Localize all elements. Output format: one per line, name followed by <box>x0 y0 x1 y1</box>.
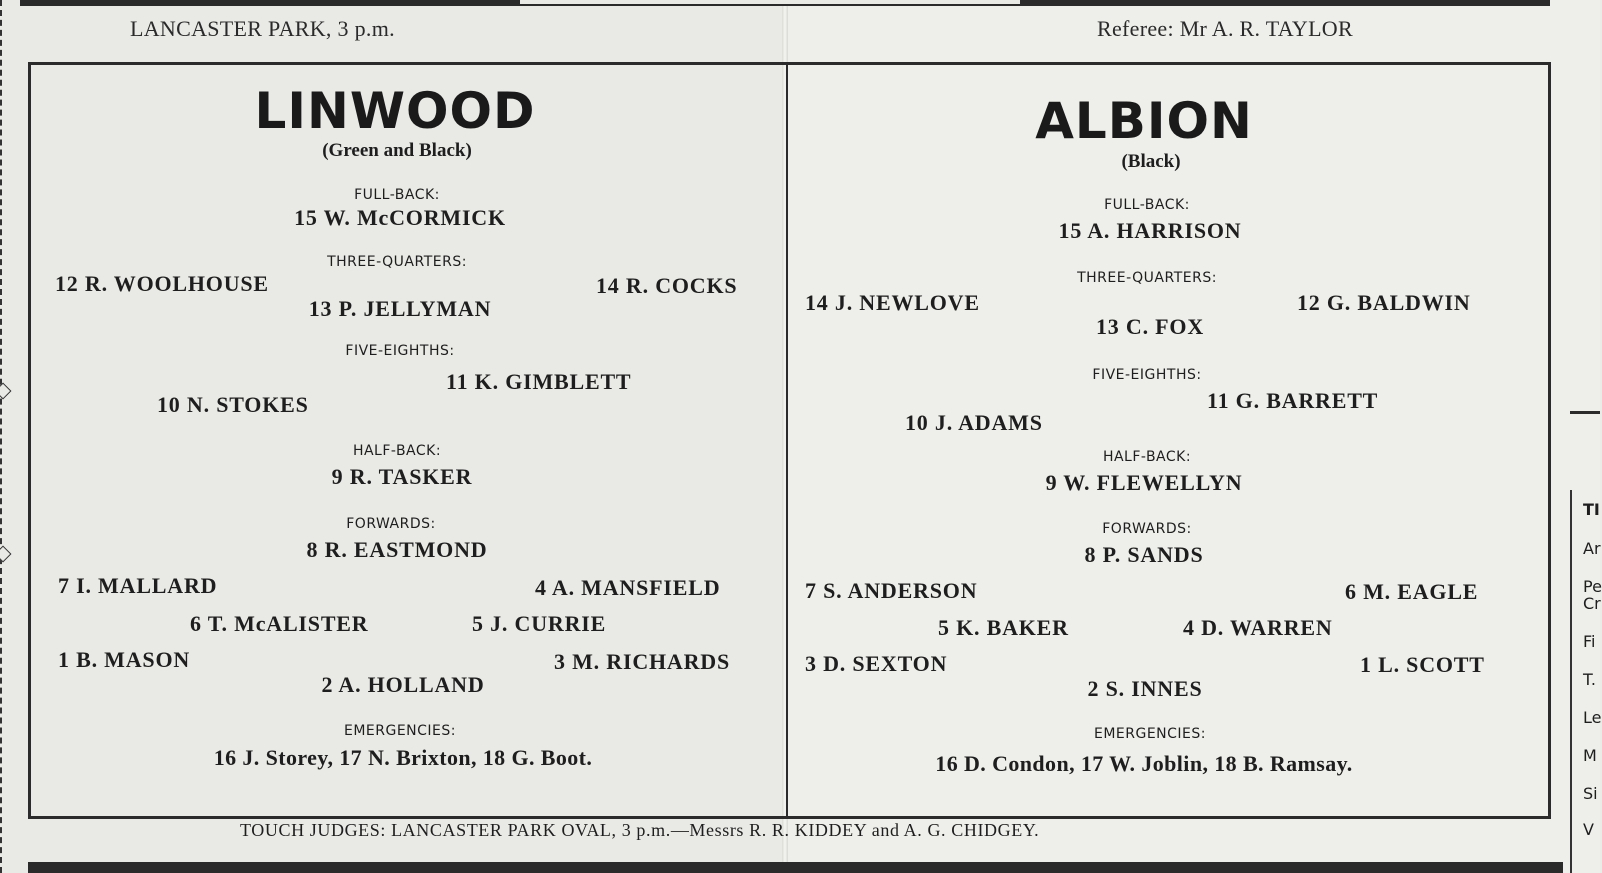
linwood-forward-2: 2 A. HOLLAND <box>321 672 485 697</box>
albion-half-back-label: HALF-BACK: <box>1102 449 1192 465</box>
linwood-forward-6: 6 T. McALISTER <box>190 611 369 636</box>
teams-frame <box>28 62 1551 819</box>
linwood-fe-second: 11 K. GIMBLETT <box>446 369 632 394</box>
linwood-forward-1: 1 B. MASON <box>58 647 191 672</box>
linwood-emergencies-label: EMERGENCIES: <box>343 723 457 739</box>
linwood-tq-centre: 13 P. JELLYMAN <box>308 296 492 321</box>
albion-five-eighths-label: FIVE-EIGHTHS: <box>1092 367 1202 383</box>
side-column-rule <box>1570 411 1600 414</box>
linwood-tq-right: 14 R. COCKS <box>596 273 738 298</box>
albion-tq-left: 14 J. NEWLOVE <box>805 290 980 315</box>
side-column-row: M <box>1583 746 1597 765</box>
left-border-decoration <box>0 0 6 873</box>
side-column-row: Pe <box>1583 577 1602 596</box>
linwood-emergencies: 16 J. Storey, 17 N. Brixton, 18 G. Boot. <box>213 745 593 770</box>
linwood-colors: (Green and Black) <box>322 140 472 161</box>
linwood-five-eighths-label: FIVE-EIGHTHS: <box>345 343 455 359</box>
albion-team-name: ALBION <box>1035 92 1253 150</box>
side-column-row: Le <box>1583 708 1602 727</box>
albion-full-back: 15 A. HARRISON <box>1058 218 1242 243</box>
linwood-forward-3: 3 M. RICHARDS <box>554 649 731 674</box>
albion-forward-1: 1 L. SCOTT <box>1360 652 1485 677</box>
albion-forward-7: 7 S. ANDERSON <box>805 578 978 603</box>
linwood-fe-first: 10 N. STOKES <box>157 392 309 417</box>
side-column-heading: TI <box>1583 500 1600 519</box>
linwood-forward-5: 5 J. CURRIE <box>472 611 607 636</box>
linwood-forwards-label: FORWARDS: <box>346 516 436 532</box>
albion-forward-4: 4 D. WARREN <box>1183 615 1333 640</box>
linwood-team-name: LINWOOD <box>254 82 536 140</box>
albion-fe-second: 11 G. BARRETT <box>1207 388 1379 413</box>
linwood-half-back-label: HALF-BACK: <box>352 443 442 459</box>
albion-forward-8: 8 P. SANDS <box>1084 542 1204 567</box>
albion-forward-6: 6 M. EAGLE <box>1345 579 1479 604</box>
albion-forward-5: 5 K. BAKER <box>938 615 1069 640</box>
albion-half-back: 9 W. FLEWELLYN <box>1045 470 1243 495</box>
linwood-tq-left: 12 R. WOOLHOUSE <box>55 271 269 296</box>
linwood-full-back-label: FULL-BACK: <box>354 187 440 203</box>
albion-tq-centre: 13 C. FOX <box>1095 314 1205 339</box>
top-rule-gap <box>520 0 1020 4</box>
bottom-rule <box>28 862 1563 873</box>
side-column-row: Si <box>1583 784 1598 803</box>
albion-fe-first: 10 J. ADAMS <box>905 410 1043 435</box>
albion-forward-3: 3 D. SEXTON <box>805 651 948 676</box>
side-column-row: T. <box>1583 670 1596 689</box>
linwood-half-back: 9 R. TASKER <box>331 464 473 489</box>
linwood-full-back: 15 W. McCORMICK <box>294 205 506 230</box>
linwood-forward-7: 7 I. MALLARD <box>58 573 218 598</box>
linwood-forward-8: 8 R. EASTMOND <box>306 537 488 562</box>
albion-three-quarters-label: THREE-QUARTERS: <box>1077 270 1217 286</box>
albion-forwards-label: FORWARDS: <box>1102 521 1192 537</box>
column-divider <box>786 62 788 819</box>
albion-forward-2: 2 S. INNES <box>1087 676 1203 701</box>
albion-emergencies: 16 D. Condon, 17 W. Joblin, 18 B. Ramsay. <box>935 751 1353 776</box>
side-column-row: V <box>1583 820 1594 839</box>
referee-label: Referee: Mr A. R. TAYLOR <box>1097 16 1353 41</box>
venue-label: LANCASTER PARK, 3 p.m. <box>130 16 395 41</box>
albion-tq-right: 12 G. BALDWIN <box>1297 290 1471 315</box>
albion-full-back-label: FULL-BACK: <box>1104 197 1190 213</box>
linwood-three-quarters-label: THREE-QUARTERS: <box>327 254 467 270</box>
albion-colors: (Black) <box>1121 151 1181 172</box>
linwood-forward-4: 4 A. MANSFIELD <box>535 575 721 600</box>
side-column-row: Cr <box>1583 594 1601 613</box>
touch-judges-line: TOUCH JUDGES: LANCASTER PARK OVAL, 3 p.m.—Messrs R. R. KIDDEY and A. G. CHIDGEY. <box>240 820 1040 840</box>
side-column-row: Fi <box>1583 632 1596 651</box>
albion-emergencies-label: EMERGENCIES: <box>1093 726 1207 742</box>
side-column-row: Ar <box>1583 539 1601 558</box>
